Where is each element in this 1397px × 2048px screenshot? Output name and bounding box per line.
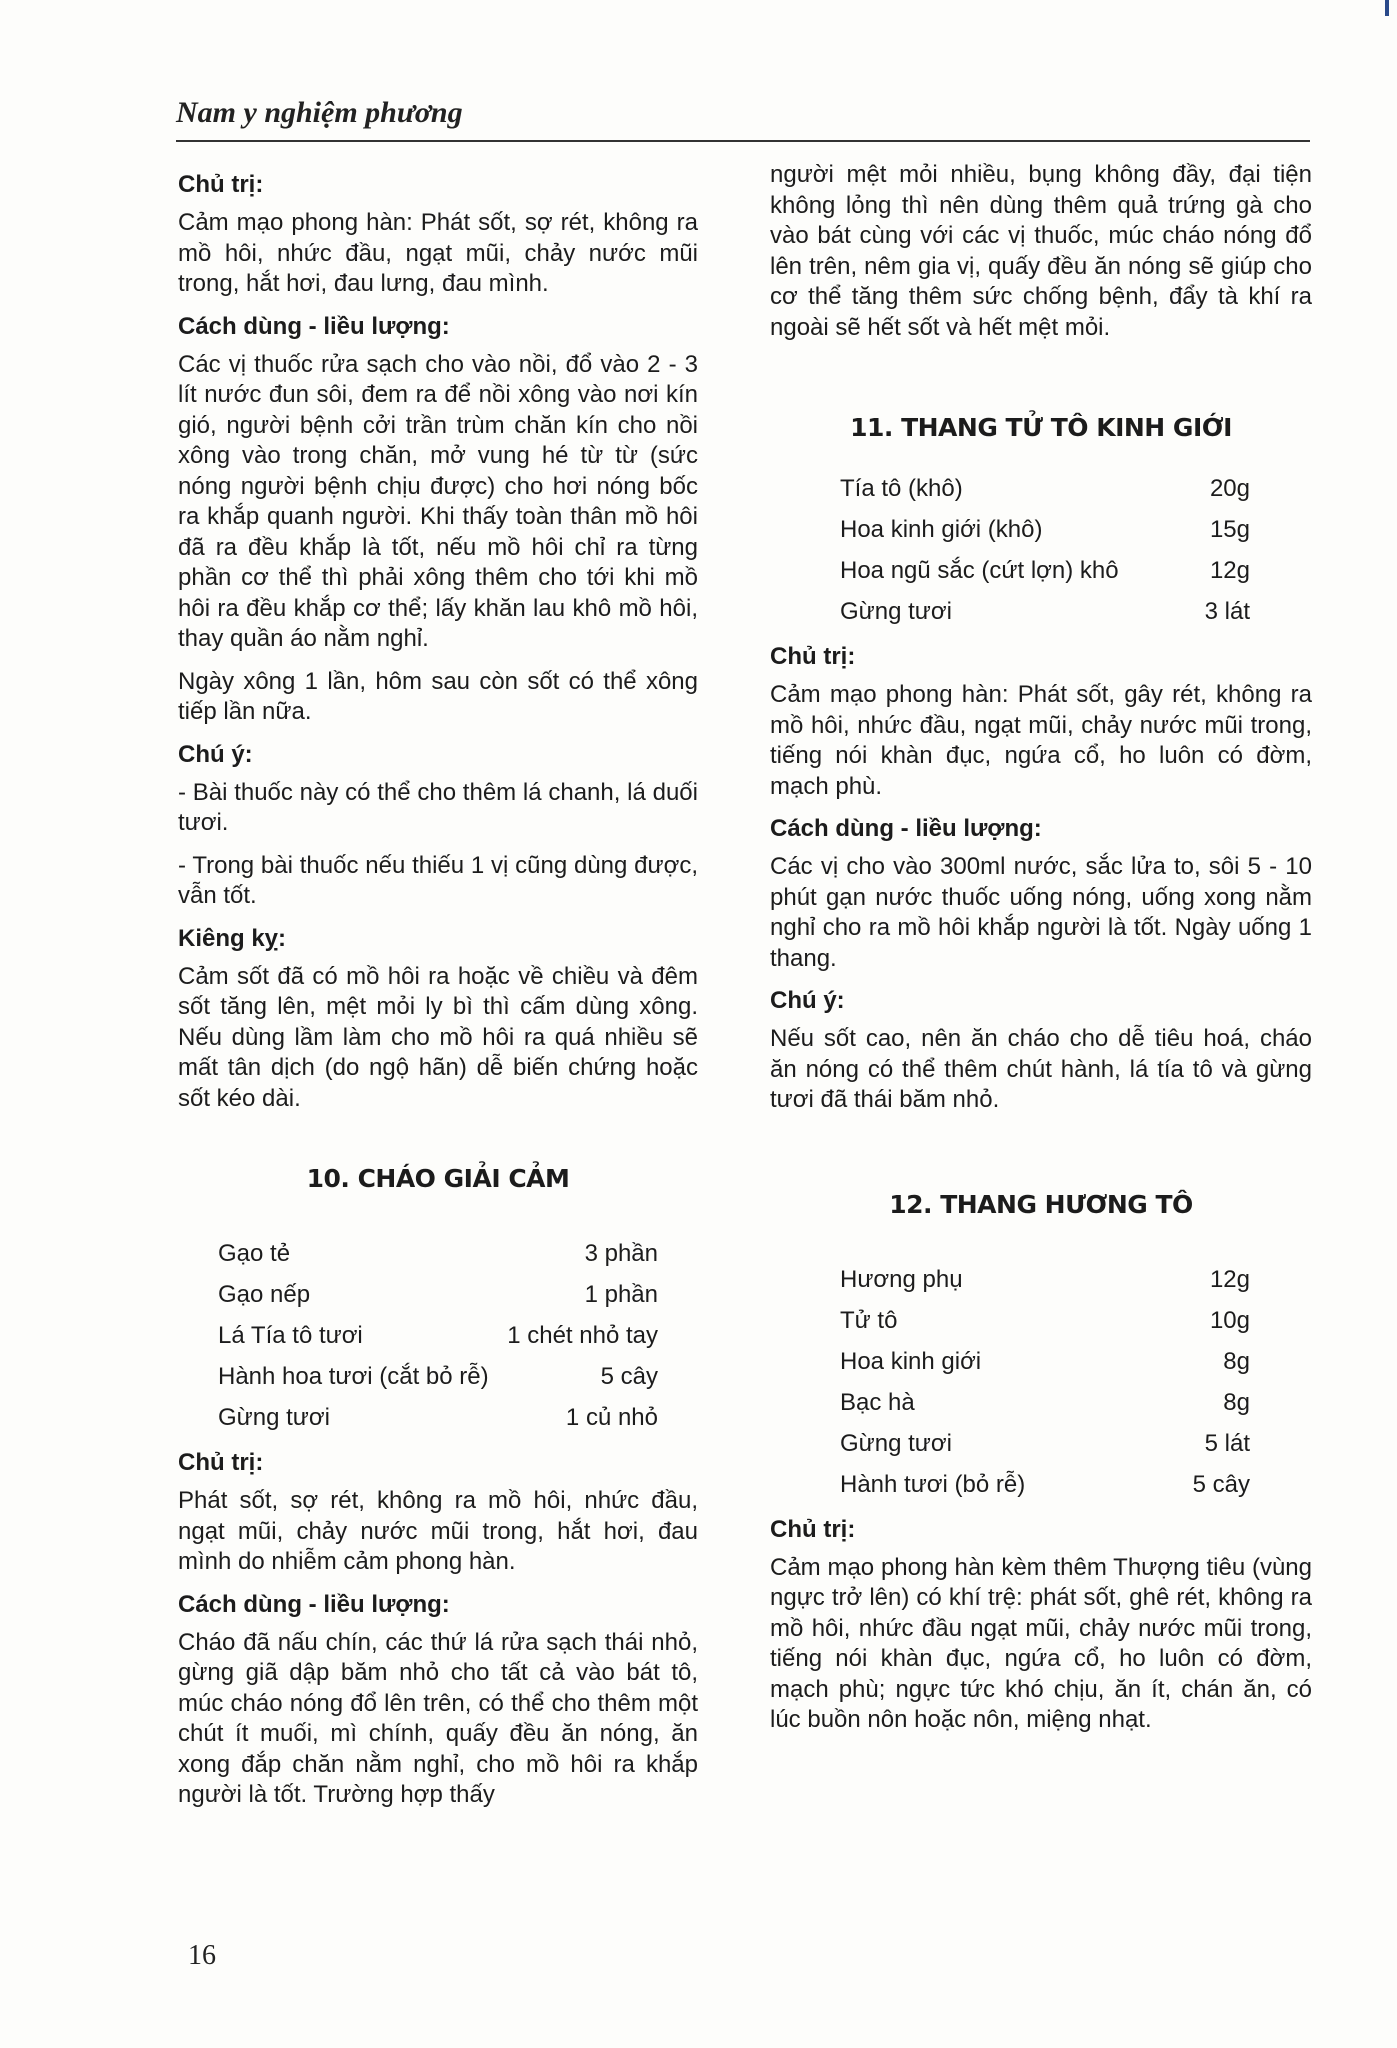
- chu-tri-heading: Chủ trị:: [770, 643, 856, 670]
- chu-y-text: - Bài thuốc này có thể cho thêm lá chanh, lá duối tươi.: [178, 778, 698, 836]
- chu-tri-text: Phát sốt, sợ rét, không ra mồ hôi, nhức đầu, ngạt mũi, chảy nước mũi trong, hắt hơi, đau mình do nhiễm cảm phong hàn.: [178, 1487, 698, 1575]
- cach-dung-heading: Cách dùng - liều lượng:: [770, 815, 1042, 842]
- chu-tri-text: Cảm mạo phong hàn: Phát sốt, sợ rét, không ra mồ hôi, nhức đầu, ngạt mũi, chảy nước mũi trong, hắt hơi, đau lưng, đau mình.: [178, 209, 698, 297]
- ingredient-qty: 1 củ nhỏ: [565, 1404, 658, 1431]
- cach-dung-text: Cháo đã nấu chín, các thứ lá rửa sạch thái nhỏ, gừng giã dập băm nhỏ cho tất cả vào bát tô, múc cháo nóng đổ lên trên, có thể cho thêm một chút ít muối, mì chính, quấy đều ăn nóng, ăn xong đắp chăn nằm nghỉ, cho mồ hôi ra khắp người là tốt. Trường hợp thấy: [178, 1628, 698, 1808]
- ingredient-qty: 5 cây: [1192, 1470, 1250, 1498]
- chu-tri-heading: Chủ trị:: [178, 1449, 264, 1476]
- chu-y-text: - Trong bài thuốc nếu thiếu 1 vị cũng dùng được, vẫn tốt.: [178, 851, 698, 909]
- ingredient-name: Tử tô: [840, 1306, 898, 1334]
- ingredient-qty: 8g: [1223, 1347, 1250, 1375]
- ingredient-row: [840, 1382, 1250, 1423]
- ingredient-name: Lá Tía tô tươi: [218, 1322, 363, 1349]
- ingredient-name: Gừng tươi: [218, 1404, 330, 1431]
- chu-tri-text: Cảm mạo phong hàn: Phát sốt, gây rét, không ra mồ hôi, nhức đầu, ngạt mũi, chảy nước mũi trong, tiếng nói khàn đục, ngứa cổ, ho luôn có đờm, mạch phù.: [770, 681, 1312, 800]
- ingredient-name: Hương phụ: [840, 1265, 963, 1293]
- section-11-title: 11. THANG TỬ TÔ KINH GIỚI: [850, 413, 1232, 442]
- cach-dung-text: Các vị cho vào 300ml nước, sắc lửa to, sôi 5 - 10 phút gạn nước thuốc uống nóng, uống xong nằm nghỉ cho ra mồ hôi khắp người là tốt. Ngày uống 1 thang.: [770, 853, 1312, 972]
- ingredient-row: [840, 1464, 1250, 1505]
- ingredient-row: [218, 1315, 658, 1356]
- right-column: [770, 160, 1312, 1748]
- cach-dung-heading: Cách dùng - liều lượng:: [178, 1590, 450, 1618]
- chu-tri-heading: Chủ trị:: [178, 171, 264, 198]
- ingredient-name: Gạo nếp: [218, 1281, 311, 1308]
- kieng-ky-text: Cảm sốt đã có mồ hôi ra hoặc về chiều và đêm sốt tăng lên, mệt mỏi ly bì thì cấm dùng xông. Nếu dùng lầm làm cho mồ hôi ra quá nhiều sẽ mất tân dịch (do ngộ hãn) dễ biến chứng hoặc sốt kéo dài.: [178, 962, 698, 1112]
- ingredient-row: [218, 1233, 658, 1274]
- ingredient-row: [840, 468, 1250, 509]
- ingredient-name: Hành hoa tươi (cắt bỏ rễ): [218, 1363, 489, 1390]
- ingredient-row: [840, 1300, 1250, 1341]
- ingredient-row: [840, 1341, 1250, 1382]
- ingredient-name: Gừng tươi: [840, 1429, 952, 1457]
- chu-tri-text: Cảm mạo phong hàn kèm thêm Thượng tiêu (vùng ngực trở lên) có khí trệ: phát sốt, ghê rét, không ra mồ hôi, nhức đầu ngạt mũi, chảy nước mũi trong, tiếng nói khàn đục, ngứa cổ, ho luôn có đờm, mạch phù; ngực tức khó chịu, ăn ít, chán ăn, có lúc buồn nôn hoặc nôn, miệng nhạt.: [770, 1553, 1312, 1733]
- ingredient-qty: 10g: [1209, 1306, 1250, 1334]
- cach-dung-text: Các vị thuốc rửa sạch cho vào nồi, đổ vào 2 - 3 lít nước đun sôi, đem ra để nồi xông vào nơi kín gió, người bệnh cởi trần trùm chăn kín cho nồi xông vào trong chăn, mở vung hé từ từ (sức nóng người bệnh chịu được) cho hơi nóng bốc ra khắp quanh người. Khi thấy toàn thân mồ hôi đã ra đều khắp là tốt, nếu mồ hôi chỉ ra từng phần cơ thể thì phải xông thêm cho tới khi mồ hôi ra đều khắp cơ thể; lấy khăn lau khô mồ hôi, thay quần áo nằm nghỉ.: [178, 350, 698, 652]
- page-number: 16: [188, 1940, 216, 1971]
- chu-tri-heading: Chủ trị:: [770, 1515, 856, 1543]
- ingredient-qty: 3 phần: [584, 1240, 658, 1267]
- running-title: Nam y nghiệm phương: [176, 96, 463, 129]
- ingredient-qty: 12g: [1209, 1265, 1250, 1293]
- ingredient-qty: 3 lát: [1204, 598, 1250, 625]
- section-12-title: 12. THANG HƯƠNG TÔ: [889, 1189, 1193, 1219]
- ingredient-name: Tía tô (khô): [840, 475, 963, 502]
- ingredient-name: Hoa kinh giới (khô): [840, 516, 1043, 543]
- section-10-title: 10. CHÁO GIẢI CẢM: [306, 1164, 570, 1193]
- cach-dung-text: Ngày xông 1 lần, hôm sau còn sốt có thể xông tiếp lần nữa.: [178, 667, 698, 725]
- ingredient-name: Hoa kinh giới: [840, 1347, 982, 1375]
- ingredient-list: [178, 1233, 658, 1438]
- ingredient-name: Gừng tươi: [840, 598, 952, 625]
- ingredient-qty: 12g: [1209, 557, 1250, 584]
- header-rule: [176, 140, 1310, 142]
- kieng-ky-heading: Kiêng kỵ:: [178, 924, 287, 952]
- ingredient-row: [840, 550, 1250, 591]
- ingredient-row: [218, 1356, 658, 1397]
- ingredient-qty: 5 cây: [600, 1363, 658, 1390]
- ingredient-row: [218, 1274, 658, 1315]
- ingredient-row: [218, 1397, 658, 1438]
- left-column: [178, 160, 698, 1823]
- ingredient-qty: 20g: [1209, 475, 1250, 502]
- ingredient-qty: 1 phần: [584, 1281, 658, 1308]
- ingredient-name: Bạc hà: [840, 1388, 915, 1416]
- ingredient-row: [840, 1423, 1250, 1464]
- chu-y-text: Nếu sốt cao, nên ăn cháo cho dễ tiêu hoá, cháo ăn nóng có thể thêm chút hành, lá tía tô và gừng tươi đã thái băm nhỏ.: [770, 1025, 1312, 1113]
- cach-dung-heading: Cách dùng - liều lượng:: [178, 312, 450, 340]
- ingredient-row: [840, 1259, 1250, 1300]
- ingredient-name: Hành tươi (bỏ rễ): [840, 1470, 1026, 1498]
- ingredient-list: [770, 1259, 1250, 1505]
- ingredient-list: [770, 468, 1250, 632]
- scan-corner-mark: [1385, 0, 1389, 16]
- ingredient-row: [840, 591, 1250, 632]
- chu-y-heading: Chú ý:: [770, 987, 845, 1014]
- ingredient-qty: 8g: [1223, 1388, 1250, 1416]
- chu-y-heading: Chú ý:: [178, 740, 253, 768]
- ingredient-qty: 1 chét nhỏ tay: [507, 1322, 658, 1349]
- ingredient-row: [840, 509, 1250, 550]
- continuation-text: người mệt mỏi nhiều, bụng không đầy, đại tiện không lỏng thì nên dùng thêm quả trứng gà cho vào bát cùng với các vị thuốc, múc cháo nóng đổ lên trên, nêm gia vị, quấy đều ăn nóng sẽ giúp cho cơ thể tăng thêm sức chống bệnh, đẩy tà khí ra ngoài sẽ hết sốt và hết mệt mỏi.: [770, 161, 1312, 341]
- ingredient-name: Hoa ngũ sắc (cứt lợn) khô: [840, 557, 1119, 584]
- ingredient-qty: 5 lát: [1204, 1429, 1250, 1457]
- ingredient-name: Gạo tẻ: [218, 1240, 291, 1267]
- ingredient-qty: 15g: [1209, 516, 1250, 543]
